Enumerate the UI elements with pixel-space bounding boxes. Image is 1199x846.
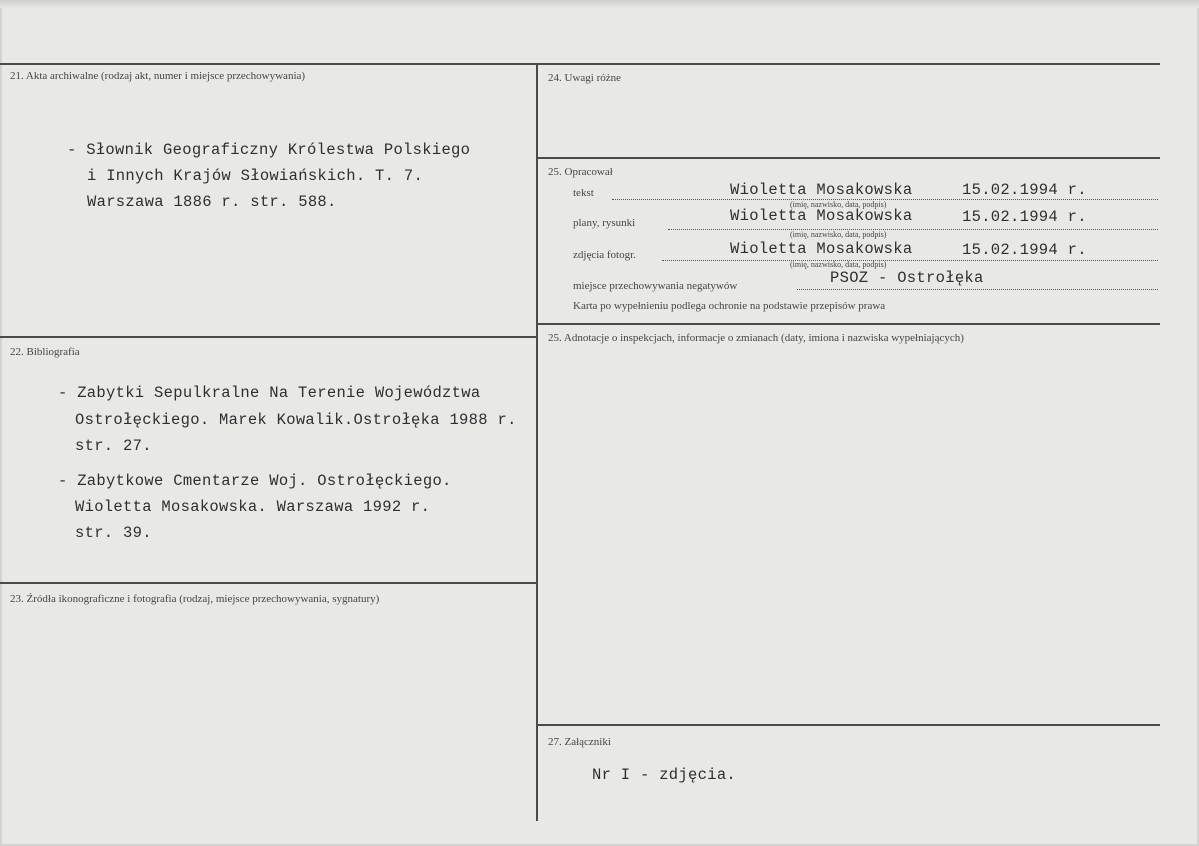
row-zdjecia-caption: (imię, nazwisko, data, podpis) xyxy=(790,260,887,269)
section-22-line-1: - Zabytki Sepulkralne Na Terenie Województwa xyxy=(58,384,481,402)
legal-note: Karta po wypełnieniu podlega ochronie na podstawie przepisów prawa xyxy=(573,300,886,312)
row-tekst-label: tekst xyxy=(573,187,594,199)
left-rule-22-23 xyxy=(0,582,538,584)
row-plany-name: Wioletta Mosakowska xyxy=(730,207,913,225)
section-21-line-3: Warszawa 1886 r. str. 588. xyxy=(87,193,337,211)
row-plany-caption: (imię, nazwisko, data, podpis) xyxy=(790,230,887,239)
center-divider xyxy=(536,63,538,821)
section-23-label: 23. Źródła ikonograficzne i fotografia (rodzaj, miejsce przechowywania, sygnatury) xyxy=(10,593,380,605)
top-rule xyxy=(0,63,1160,65)
row-tekst-caption: (imię, nazwisko, data, podpis) xyxy=(790,200,887,209)
row-zdjecia-name: Wioletta Mosakowska xyxy=(730,240,913,258)
section-27-label: 27. Załączniki xyxy=(548,736,611,748)
row-plany-date: 15.02.1994 r. xyxy=(962,208,1087,226)
section-24-label: 24. Uwagi różne xyxy=(548,72,622,84)
row-plany-dotline xyxy=(668,229,1158,230)
row-zdjecia-dotline xyxy=(662,260,1158,261)
right-rule-25-25b xyxy=(537,323,1160,325)
section-22-line-3: str. 27. xyxy=(75,437,152,455)
section-25b-label: 25. Adnotacje o inspekcjach, informacje o zmianach (daty, imiona i nazwiska wypełniających) xyxy=(548,332,964,344)
card-top-edge xyxy=(0,0,1199,8)
section-21-line-1: - Słownik Geograficzny Królestwa Polskiego xyxy=(67,141,471,159)
section-22-line-6: str. 39. xyxy=(75,524,152,542)
row-zdjecia-label: zdjęcia fotogr. xyxy=(573,249,636,261)
section-22-label: 22. Bibliografia xyxy=(10,346,80,358)
section-25-label: 25. Opracował xyxy=(548,166,613,178)
section-21-line-2: i Innych Krajów Słowiańskich. T. 7. xyxy=(87,167,424,185)
right-rule-24-25 xyxy=(537,157,1160,159)
section-27-value: Nr I - zdjęcia. xyxy=(592,766,737,784)
row-plany-label: plany, rysunki xyxy=(573,217,636,229)
negatives-label: miejsce przechowywania negatywów xyxy=(573,280,738,292)
right-rule-25b-27 xyxy=(537,724,1160,726)
section-22-line-5: Wioletta Mosakowska. Warszawa 1992 r. xyxy=(75,498,431,516)
section-22-line-2: Ostrołęckiego. Marek Kowalik.Ostrołęka 1988 r. xyxy=(75,411,517,429)
row-tekst-date: 15.02.1994 r. xyxy=(962,181,1087,199)
negatives-dotline xyxy=(797,289,1158,290)
left-rule-21-22 xyxy=(0,336,538,338)
row-zdjecia-date: 15.02.1994 r. xyxy=(962,241,1087,259)
row-tekst-name: Wioletta Mosakowska xyxy=(730,181,913,199)
section-21-label: 21. Akta archiwalne (rodzaj akt, numer i miejsce przechowywania) xyxy=(10,70,306,82)
section-22-line-4: - Zabytkowe Cmentarze Woj. Ostrołęckiego. xyxy=(58,472,452,490)
negatives-value: PSOZ - Ostrołęka xyxy=(830,269,984,287)
